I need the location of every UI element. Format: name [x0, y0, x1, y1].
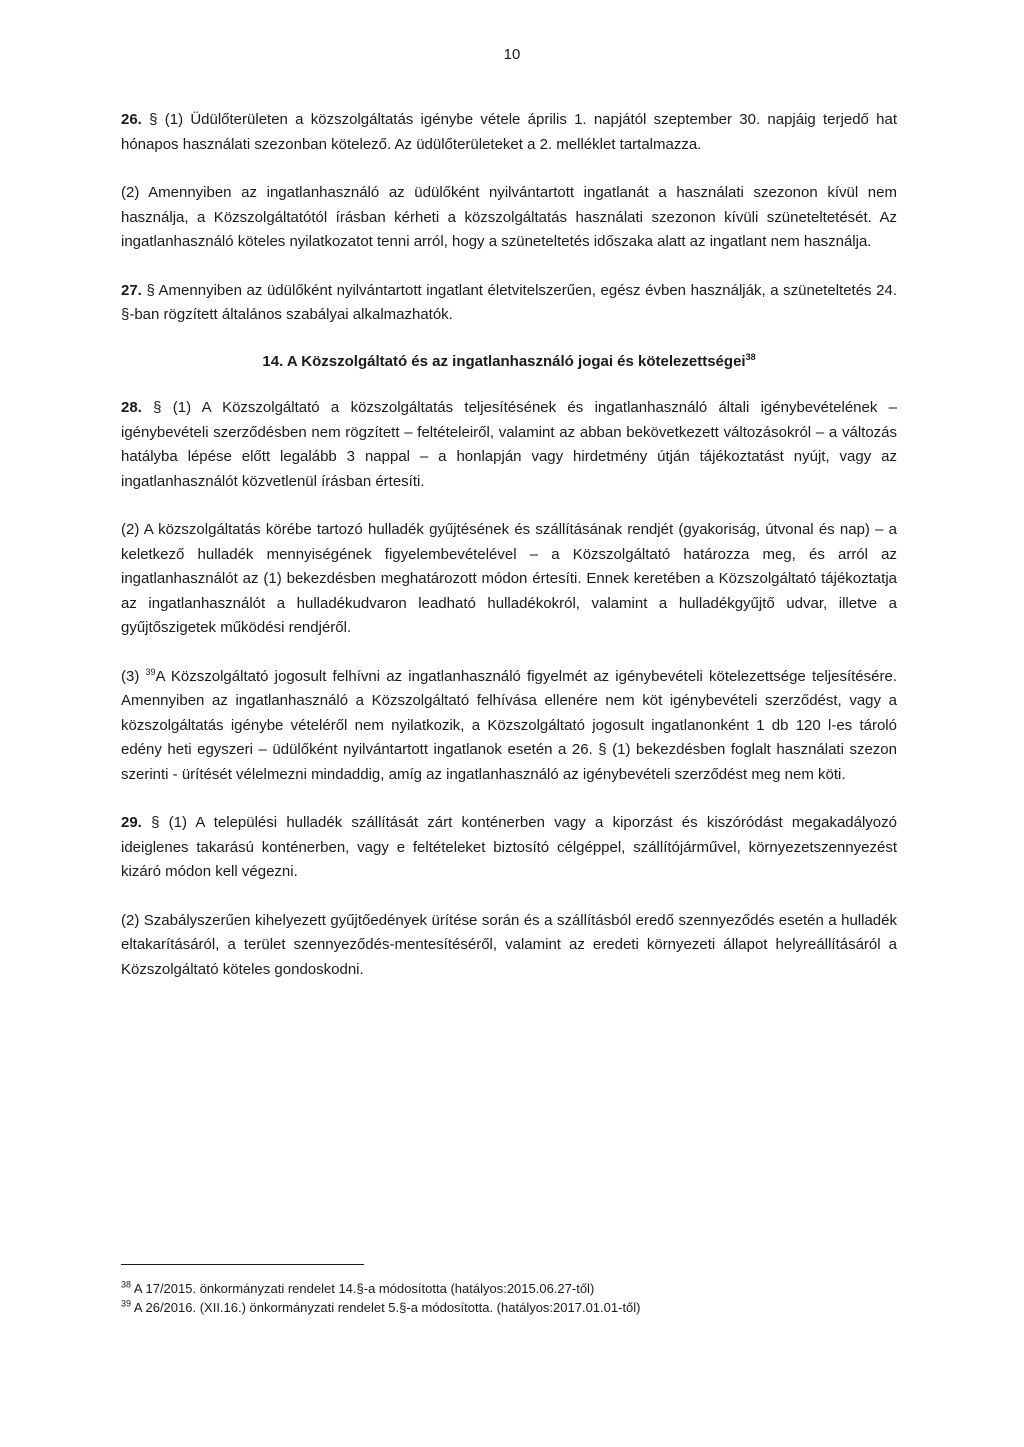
paragraph-text: § (1) A Közszolgáltató a közszolgáltatás teljesítésének és ingatlanhasználó általi igénybevételének – igénybevételi szerződésben nem rögzített – feltételeiről, valamint az abban bekövetkezett változásokról – a változás hatályba lépése előtt legalább 3 nappal – a honlapján vagy hirdetmény útján tájékoztatást nyújt, vagy az ingatlanhasználót közvetlenül írásban értesíti. — [121, 399, 897, 490]
paragraph-26-1 — [121, 108, 897, 157]
footnote-number: 39 — [121, 1298, 132, 1309]
paragraph-28-2 — [121, 518, 897, 641]
footnote-ref: 38 — [745, 351, 756, 362]
footnote-text: A 26/2016. (XII.16.) önkormányzati rendelet 5.§-a módosította. (hatályos:2017.01.01-től) — [133, 1300, 641, 1315]
paragraph-text: (2) A közszolgáltatás körébe tartozó hulladék gyűjtésének és szállításának rendjét (gyakoriság, útvonal és nap) – a keletkező hulladék mennyiségének figyelembevételével – a Közszolgáltató határozza meg, és arról az ingatlanhasználót az (1) bekezdésben meghatározott módon értesíti. Ennek keretében a Közszolgáltató tájékoztatja az ingatlanhasználót a hulladékudvaron leadható hulladékokról, valamint a hulladékgyűjtő udvar, illetve a gyűjtőszigetek működési rendjéről. — [121, 521, 897, 636]
paragraph-text: (2) Amennyiben az ingatlanhasználó az üdülőként nyilvántartott ingatlanát a használati szezonon kívül nem használja, a Közszolgáltatótól írásban kérheti a közszolgáltatás használati szezonon kívüli szüneteltetését. Az ingatlanhasználó köteles nyilatkozatot tenni arról, hogy a szüneteltetés időszaka alatt az ingatlant nem használja. — [121, 184, 897, 250]
footnote-39 — [121, 1298, 721, 1317]
paragraph-27 — [121, 279, 897, 328]
section-number: 29. — [121, 814, 142, 831]
paragraph-26-2 — [121, 181, 897, 255]
footnote-text: A 17/2015. önkormányzati rendelet 14.§-a módosította (hatályos:2015.06.27-től) — [133, 1281, 595, 1296]
footnote-ref: 39 — [145, 666, 156, 677]
paragraph-prefix: (3) — [121, 667, 146, 685]
paragraph-text: (2) Szabályszerűen kihelyezett gyűjtőedények ürítése során és a szállításból eredő szennyeződés esetén a hulladék eltakarításáról, a terület szennyeződés-mentesítéséről, valamint az eredeti környezeti állapot helyreállításáról a Közszolgáltató köteles gondoskodni. — [121, 911, 897, 978]
section-number: 27. — [121, 281, 142, 299]
paragraph-28-1 — [121, 396, 897, 494]
paragraph-text: § (1) A települési hulladék szállítását zárt konténerben vagy a kiporzást és kiszóródást megakadályozó ideiglenes takarású konténerben, vagy e feltételeket biztosító célgéppel, szállítójárművel, környezetszennyezést kizáró módon kell végezni. — [121, 814, 897, 880]
document-body — [121, 108, 897, 982]
paragraph-29-2 — [121, 909, 897, 983]
paragraph-29-1 — [121, 811, 897, 885]
footnote-number: 38 — [121, 1279, 132, 1290]
section-number: 28. — [121, 399, 142, 416]
paragraph-text: § Amennyiben az üdülőként nyilvántartott ingatlant életvitelszerűen, egész évben használják, a szüneteltetés 24. §-ban rögzített általános szabályai alkalmazhatók. — [121, 281, 897, 323]
chapter-heading — [121, 350, 897, 375]
paragraph-text: A Közszolgáltató jogosult felhívni az ingatlanhasználó figyelmét az igénybevételi kötelezettsége teljesítésére. Amennyiben az ingatlanhasználó a Közszolgáltató felhívása ellenére nem köt igénybevételi szerződést, vagy a közszolgáltatás igénybe vételéről nem nyilatkozik, a Közszolgáltató jogosult ingatlanonként 1 db 120 l-es tároló edény heti egyszeri – üdülőként nyilvántartott ingatlanok esetén a 26. § (1) bekezdésben foglalt használati szezon szerinti - ürítését vélelmezni mindaddig, amíg az ingatlanhasználó az igénybevételi szerződést meg nem köti. — [121, 667, 897, 783]
footnotes — [121, 1264, 721, 1317]
heading-text: 14. A Közszolgáltató és az ingatlanhasználó jogai és kötelezettségei — [262, 352, 746, 370]
paragraph-text: § (1) Üdülőterületen a közszolgáltatás igénybe vétele április 1. napjától szeptember 30. napjáig terjedő hat hónapos használati szezonban kötelező. Az üdülőterületeket a 2. melléklet tartalmazza. — [121, 111, 897, 153]
footnote-divider — [121, 1264, 364, 1265]
page-number: 10 — [503, 46, 521, 63]
section-number: 26. — [121, 111, 142, 128]
paragraph-28-3 — [121, 665, 897, 788]
footnote-38 — [121, 1279, 721, 1298]
